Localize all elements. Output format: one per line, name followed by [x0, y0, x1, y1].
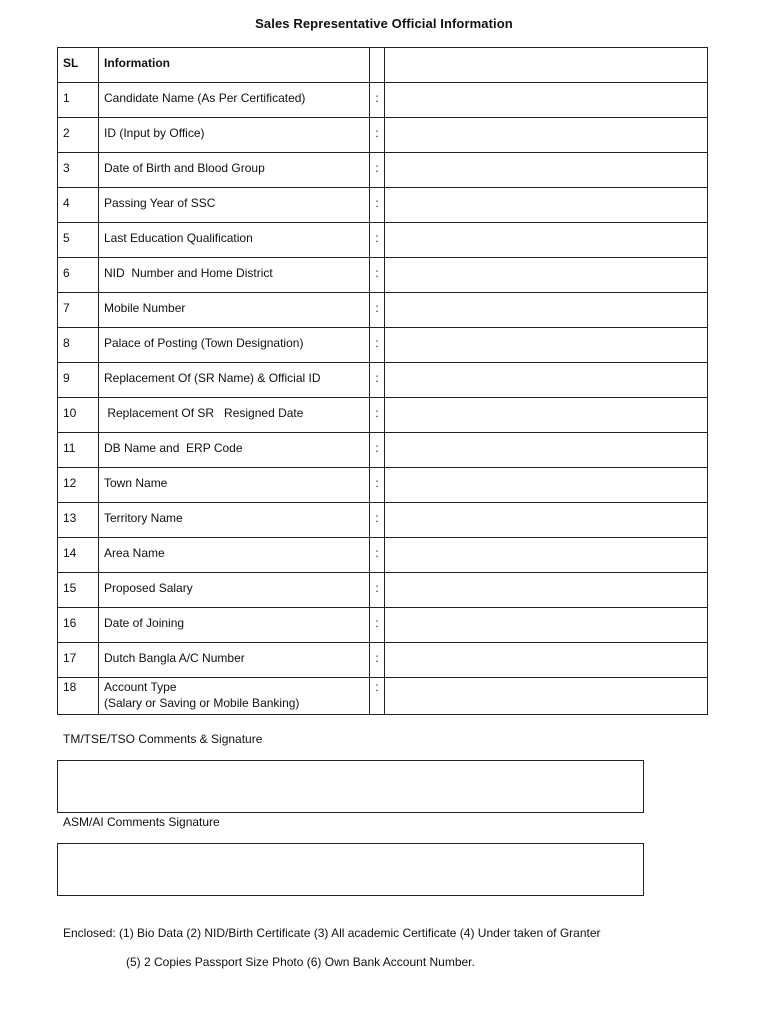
row-label-text: Town Name — [104, 476, 168, 490]
row-sl: 15 — [58, 573, 99, 608]
row-label — [99, 398, 370, 433]
row-label-text: NID Number and Home District — [104, 266, 273, 280]
row-sl: 5 — [58, 223, 99, 258]
information-table — [57, 47, 708, 715]
page-title: Sales Representative Official Information — [255, 16, 513, 31]
row-sl: 18 — [58, 678, 99, 715]
row-value-field[interactable] — [385, 573, 708, 608]
table-row — [58, 608, 708, 643]
row-value-field[interactable] — [385, 398, 708, 433]
enclosed-line-1: Enclosed: (1) Bio Data (2) NID/Birth Certificate (3) All academic Certificate (4) Under taken of Granter — [63, 926, 601, 940]
row-colon: : — [370, 83, 385, 118]
row-value-field[interactable] — [385, 608, 708, 643]
table-row — [58, 573, 708, 608]
row-sl: 6 — [58, 258, 99, 293]
row-sl: 16 — [58, 608, 99, 643]
row-sl: 10 — [58, 398, 99, 433]
row-sl: 4 — [58, 188, 99, 223]
row-value-field[interactable] — [385, 503, 708, 538]
row-label-text: Replacement Of (SR Name) & Official ID — [104, 371, 321, 385]
row-label-text: Last Education Qualification — [104, 231, 253, 245]
row-label-subtext: (Salary or Saving or Mobile Banking) — [104, 696, 300, 710]
row-colon: : — [370, 538, 385, 573]
table-row — [58, 468, 708, 503]
table-row — [58, 223, 708, 258]
row-label — [99, 538, 370, 573]
row-label — [99, 608, 370, 643]
row-colon: : — [370, 258, 385, 293]
row-sl: 2 — [58, 118, 99, 153]
table-row — [58, 293, 708, 328]
row-sl: 13 — [58, 503, 99, 538]
row-colon: : — [370, 293, 385, 328]
row-label — [99, 83, 370, 118]
row-sl: 12 — [58, 468, 99, 503]
table-row — [58, 398, 708, 433]
row-colon: : — [370, 678, 385, 715]
asm-comments-box[interactable] — [57, 843, 644, 896]
enclosed-line-2: (5) 2 Copies Passport Size Photo (6) Own Bank Account Number. — [126, 955, 475, 969]
row-value-field[interactable] — [385, 643, 708, 678]
header-sl: SL — [58, 48, 99, 83]
row-colon: : — [370, 363, 385, 398]
row-colon: : — [370, 608, 385, 643]
table-row — [58, 258, 708, 293]
row-colon: : — [370, 503, 385, 538]
table-row — [58, 363, 708, 398]
row-value-field[interactable] — [385, 538, 708, 573]
row-label-text: Passing Year of SSC — [104, 196, 216, 210]
row-label-text: Palace of Posting (Town Designation) — [104, 336, 304, 350]
row-colon: : — [370, 188, 385, 223]
row-sl: 9 — [58, 363, 99, 398]
row-sl: 17 — [58, 643, 99, 678]
table-row — [58, 678, 708, 715]
tm-comments-box[interactable] — [57, 760, 644, 813]
row-label — [99, 153, 370, 188]
table-row — [58, 153, 708, 188]
table-row — [58, 118, 708, 153]
row-label — [99, 643, 370, 678]
row-colon: : — [370, 223, 385, 258]
row-label-text: Dutch Bangla A/C Number — [104, 651, 245, 665]
table-row — [58, 328, 708, 363]
row-colon: : — [370, 643, 385, 678]
row-colon: : — [370, 153, 385, 188]
row-colon: : — [370, 398, 385, 433]
row-label — [99, 503, 370, 538]
header-information: Information — [99, 48, 370, 83]
header-colon-cell — [370, 48, 385, 83]
row-label-text: Candidate Name (As Per Certificated) — [104, 91, 306, 105]
row-value-field[interactable] — [385, 468, 708, 503]
row-label — [99, 188, 370, 223]
asm-comments-label: ASM/AI Comments Signature — [63, 815, 220, 829]
row-label-text: Date of Birth and Blood Group — [104, 161, 265, 175]
row-label — [99, 678, 370, 715]
table-row — [58, 188, 708, 223]
row-label — [99, 328, 370, 363]
row-label-text: DB Name and ERP Code — [104, 441, 243, 455]
row-sl: 7 — [58, 293, 99, 328]
row-value-field[interactable] — [385, 293, 708, 328]
row-label — [99, 118, 370, 153]
row-colon: : — [370, 328, 385, 363]
row-sl: 14 — [58, 538, 99, 573]
row-value-field[interactable] — [385, 328, 708, 363]
table-row — [58, 643, 708, 678]
row-label — [99, 223, 370, 258]
header-value-cell — [385, 48, 708, 83]
table-header-row — [58, 48, 708, 83]
row-label — [99, 258, 370, 293]
tm-comments-label: TM/TSE/TSO Comments & Signature — [63, 732, 263, 746]
row-label-text: Territory Name — [104, 511, 183, 525]
row-sl: 11 — [58, 433, 99, 468]
row-sl: 1 — [58, 83, 99, 118]
row-label-text: ID (Input by Office) — [104, 126, 205, 140]
row-label-text: Proposed Salary — [104, 581, 193, 595]
table-row — [58, 83, 708, 118]
row-label-text: Date of Joining — [104, 616, 185, 630]
row-value-field[interactable] — [385, 83, 708, 118]
row-value-field[interactable] — [385, 258, 708, 293]
table-row — [58, 538, 708, 573]
row-label — [99, 433, 370, 468]
row-label-text: Account Type — [104, 680, 177, 694]
row-sl: 3 — [58, 153, 99, 188]
row-colon: : — [370, 573, 385, 608]
row-value-field[interactable] — [385, 188, 708, 223]
row-label-text: Replacement Of SR Resigned Date — [104, 406, 304, 420]
row-colon: : — [370, 118, 385, 153]
row-colon: : — [370, 468, 385, 503]
row-value-field[interactable] — [385, 118, 708, 153]
row-label-text: Mobile Number — [104, 301, 186, 315]
row-label — [99, 573, 370, 608]
row-value-field[interactable] — [385, 153, 708, 188]
row-label — [99, 468, 370, 503]
row-label — [99, 293, 370, 328]
row-sl: 8 — [58, 328, 99, 363]
row-value-field[interactable] — [385, 363, 708, 398]
row-colon: : — [370, 433, 385, 468]
table-row — [58, 503, 708, 538]
row-value-field[interactable] — [385, 433, 708, 468]
row-label — [99, 363, 370, 398]
row-label-text: Area Name — [104, 546, 165, 560]
row-value-field[interactable] — [385, 223, 708, 258]
row-value-field[interactable] — [385, 678, 708, 715]
table-row — [58, 433, 708, 468]
